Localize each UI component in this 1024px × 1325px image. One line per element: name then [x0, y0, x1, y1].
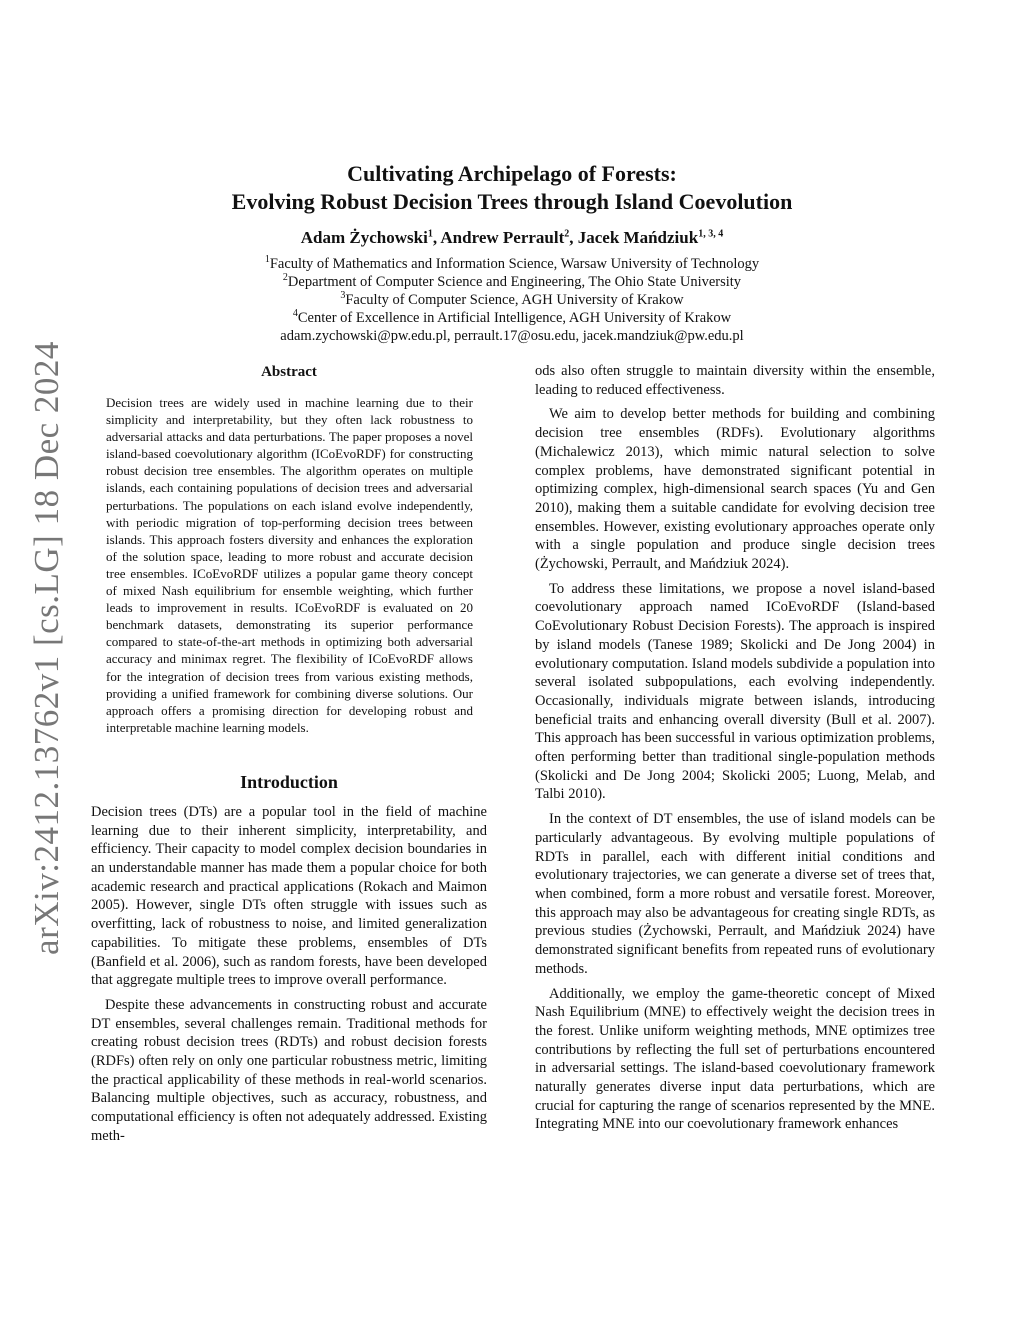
- affiliation: $^1$Faculty of Mathematics and Information Science, Warsaw University of Technology: [264, 254, 760, 272]
- abstract-text: Decision trees are widely used in machine learning due to their simplicity and interpretability, but they often lack robustness to adversarial attacks and data perturbations. The paper proposes a novel island-based coevolutionary algorithm (ICoEvoRDF) for constructing robust decision tree ensembles. The algorithm operates on multiple islands, each containing populations of decision trees and adversarial perturbations. The populations on each island evolve independently, with periodic migration of top-performing decision trees between islands. This approach fosters diversity and enhances the exploration of the solution space, leading to more robust and accurate decision tree ensembles. ICoEvoRDF utilizes a popular game theory concept of mixed Nash equilibrium for ensemble weighting, which further leads to improvement in results. ICoEvoRDF is evaluated on 20 benchmark datasets, demonstrating its superior performance compared to state-of-the-art methods in optimizing both adversarial accuracy and minimax regret. The flexibility of ICoEvoRDF allows for the integration of decision trees from various existing methods, providing a unified framework for combining diverse solutions. Our approach offers a promising direction for developing robust and interpretable machine learning models.: [106, 395, 473, 735]
- body-paragraph: We aim to develop better methods for building and combining decision tree ensembles (RDFs). Evolutionary algorithms (Michalewicz 2013), which mimic natural selection to solve complex problems, have demonstrated significant potential in optimizing complex, high-dimensional search spaces (Yu and Gen 2010), making them a suitable candidate for evolving decision tree ensembles. However, existing evolutionary approaches operate only with a single population and produce single decision trees (Żychowski, Perrault, and Mańdziuk 2024).: [535, 406, 935, 573]
- arxiv-identifier: arXiv:2412.13762v1 [cs.LG] 18 Dec 2024: [27, 341, 66, 955]
- author-affiliation-mark: 1: [427, 228, 433, 240]
- body-paragraph: Despite these advancements in constructing robust and accurate DT ensembles, several challenges remain. Traditional methods for creating robust decision trees (RDTs) and robust decision forests (RDFs) often rely on only one particular robustness metric, limiting the practical applicability of these methods in real-world scenarios. Balancing multiple objectives, such as accuracy, robustness, and computational efficiency is often not adequately addressed. Existing meth-: [91, 996, 487, 1144]
- affiliation: $^3$Faculty of Computer Science, AGH University of Krakow: [340, 290, 684, 308]
- author-affiliation-mark: 1, 3, 4: [698, 228, 724, 240]
- affiliation-block: [0, 255, 1024, 345]
- title-line-1: Cultivating Archipelago of Forests:: [347, 161, 677, 186]
- body-paragraph: To address these limitations, we propose a novel island-based coevolutionary approach named ICoEvoRDF (Island-based CoEvolutionary Robust Decision Forests). The approach is inspired by island models (Tanese 1989; Skolicki and De Jong 2004) in evolutionary computation. Island models subdivide a population into several isolated subpopulations, each evolving independently. Occasionally, individuals migrate between islands, introducing beneficial traits and enhancing overall diversity (Bull et al. 2007). This approach has been successful in various optimization problems, often performing better than traditional single-population methods (Skolicki and De Jong 2004; Skolicki 2005; Luong, Melab, and Talbi 2010).: [535, 580, 935, 803]
- body-paragraph: In the context of DT ensembles, the use of island models can be particularly advantageous. By evolving multiple populations of RDTs in parallel, each with different initial conditions and evolutionary trajectories, we can generate a diverse set of trees that, when combined, form a more robust and versatile forest. Moreover, this approach may also be advantageous for creating single RDTs, as previous studies (Żychowski, Perrault, and Mańdziuk 2024) have demonstrated significant benefits from repeated runs of evolutionary methods.: [535, 811, 935, 977]
- author-list: Adam Żychowski$^1$, Andrew Perrault$^2$, Jacek Mańdziuk$^{1, 3, 4}$: [300, 228, 724, 247]
- author-name: Andrew Perrault: [440, 228, 565, 247]
- title-line-2: Evolving Robust Decision Trees through Island Coevolution: [231, 189, 793, 214]
- author-name: Jacek Mańdziuk: [577, 228, 699, 247]
- paper-title: [0, 160, 1024, 216]
- affiliation: $^2$Department of Computer Science and Engineering, The Ohio State University: [282, 272, 742, 290]
- author-name: Adam Żychowski: [300, 228, 428, 247]
- body-paragraph: Additionally, we employ the game-theoretic concept of Mixed Nash Equilibrium (MNE) to effectively weight the decision trees in the forest. Unlike uniform weighting methods, MNE optimizes tree contributions by reflecting the full set of perturbations encountered in adversarial settings. The island-based coevolutionary framework naturally generates diverse input data perturbations, which are crucial for capturing the range of scenarios represented by the MNE. Integrating MNE into our coevolutionary framework enhances: [535, 985, 935, 1133]
- right-column: [535, 362, 935, 1134]
- abstract-heading: Abstract: [261, 364, 317, 380]
- body-paragraph: Decision trees (DTs) are a popular tool in the field of machine learning due to their inherent simplicity, interpretability, and efficiency. Their capacity to model complex decision boundaries in an understandable manner has made them a popular choice for both academic research and practical applications (Rokach and Maimon 2005). However, single DTs often struggle with issues such as overfitting, lack of robustness to noise, and limited generalization capabilities. To mitigate these problems, ensembles of DTs (Banfield et al. 2006), such as random forests, have been developed that aggregate multiple trees to improve overall performance.: [91, 803, 487, 989]
- author-emails: adam.zychowski@pw.edu.pl, perrault.17@osu.edu, jacek.mandziuk@pw.edu.pl: [280, 328, 744, 344]
- affiliation: $^4$Center of Excellence in Artificial Intelligence, AGH University of Krakow: [292, 308, 732, 326]
- introduction-heading: Introduction: [240, 771, 338, 792]
- author-affiliation-mark: 2: [564, 228, 570, 240]
- left-column: [91, 362, 487, 1146]
- body-paragraph: ods also often struggle to maintain diversity within the ensemble, leading to reduced effectiveness.: [535, 363, 935, 398]
